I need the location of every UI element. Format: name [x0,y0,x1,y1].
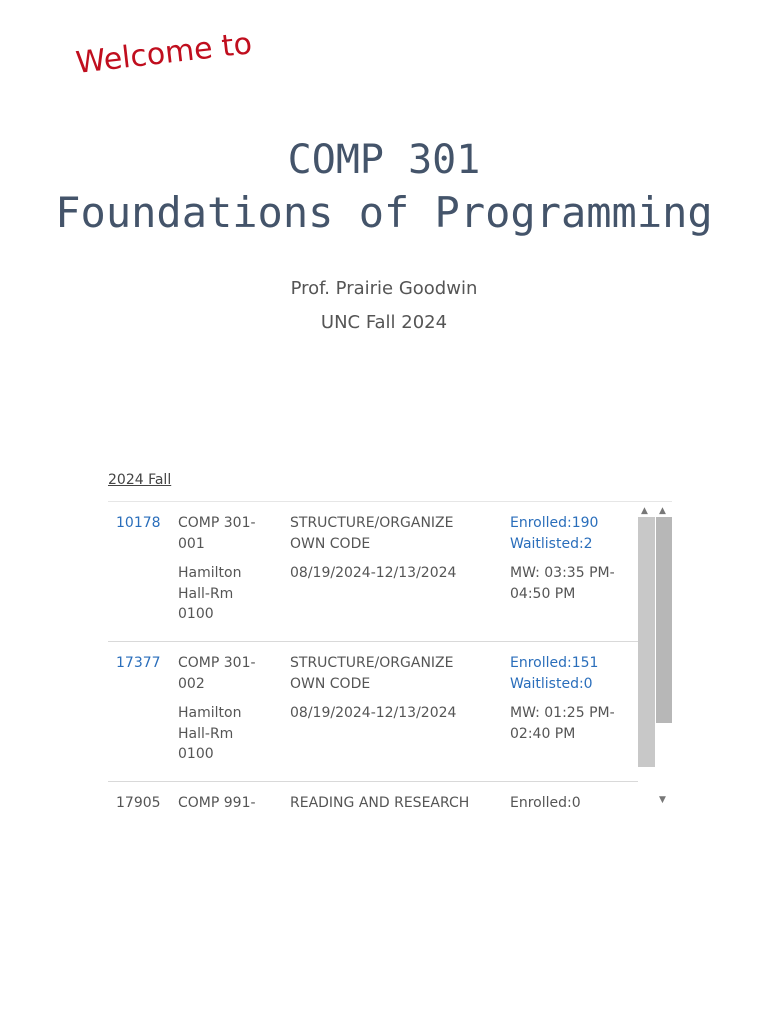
class-schedule-panel[interactable] [108,501,672,809]
course-title: READING AND RESEARCH [290,795,470,809]
enrollment-info[interactable] [510,513,638,554]
class-dates: 08/19/2024-12/13/2024 [290,705,457,721]
class-number-link[interactable]: 10178 [116,515,161,531]
waitlisted-count[interactable]: Waitlisted:0 [510,675,593,692]
class-row [108,782,638,809]
professor-name: Prof. Prairie Goodwin [290,278,478,299]
course-section: COMP 301-002 [178,655,256,692]
course-section: COMP 301-001 [178,515,256,552]
waitlisted-count[interactable]: Waitlisted:2 [510,535,593,552]
term-label: UNC Fall 2024 [320,312,448,333]
scrollbar-thumb[interactable] [656,517,672,723]
enrolled-count: Enrolled:0 [510,795,581,809]
welcome-heading: Welcome to [74,26,254,81]
enrolled-count[interactable]: Enrolled:151 [510,655,599,671]
scrollbar-track[interactable] [638,517,655,767]
class-row [108,642,638,782]
course-code: COMP 301 [287,137,481,183]
class-row [108,502,638,642]
scroll-down-icon[interactable]: ▼ [659,795,666,805]
class-dates: 08/19/2024-12/13/2024 [290,565,457,581]
enrollment-info [510,793,638,809]
scroll-up-icon[interactable]: ▲ [641,506,648,516]
class-location: Hamilton Hall-Rm 0100 [178,705,242,762]
enrolled-count[interactable]: Enrolled:190 [510,515,599,531]
course-title: STRUCTURE/ORGANIZE OWN CODE [290,515,454,552]
scroll-up-icon[interactable]: ▲ [659,506,666,516]
class-time: MW: 03:35 PM-04:50 PM [510,565,615,602]
class-location: Hamilton Hall-Rm 0100 [178,565,242,622]
class-number: 17905 [116,795,161,809]
class-number-link[interactable]: 17377 [116,655,161,671]
term-link[interactable]: 2024 Fall [108,472,172,488]
course-title: STRUCTURE/ORGANIZE OWN CODE [290,655,454,692]
course-section: COMP 991- [178,795,256,809]
enrollment-info[interactable] [510,653,638,694]
class-list [108,502,638,809]
class-time: MW: 01:25 PM-02:40 PM [510,705,615,742]
course-name: Foundations of Programming [55,188,713,237]
